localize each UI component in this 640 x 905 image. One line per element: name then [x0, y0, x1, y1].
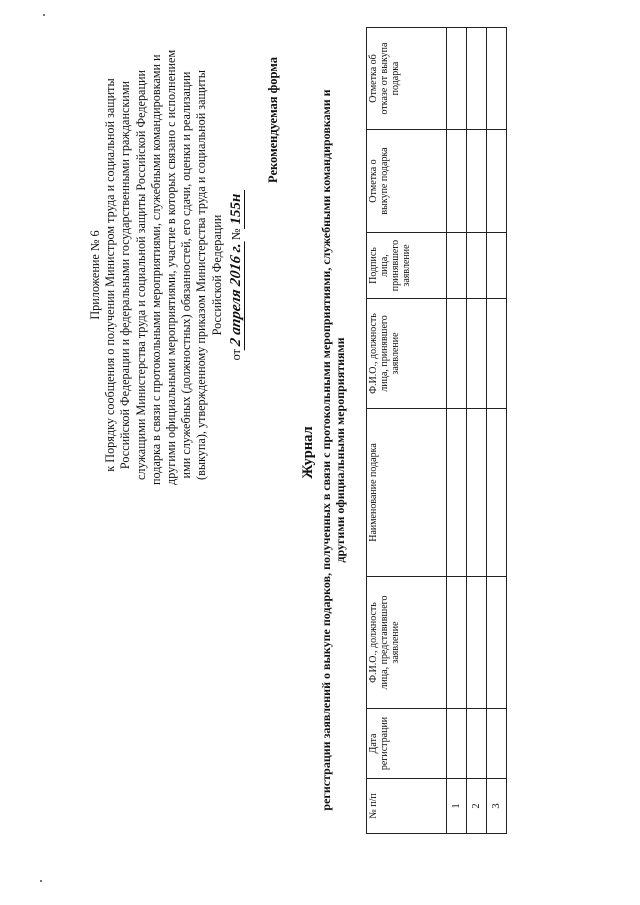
- header-cell-receiver: Ф.И.О., должность лица, принявшего заявление: [367, 299, 447, 409]
- table-cell: [447, 409, 467, 577]
- journal-title: Журнал: [300, 426, 316, 479]
- scan-speck: [43, 14, 45, 16]
- table-cell: [487, 233, 507, 299]
- table-row: [467, 28, 487, 834]
- appendix-line-7: (выкупа), утвержденному приказом Министерства труда и социальной защиты: [194, 70, 209, 480]
- order-date-line: [229, 65, 245, 485]
- table-cell: [467, 299, 487, 409]
- table-cell: [487, 709, 507, 779]
- table-row: [487, 28, 507, 834]
- handwritten-number: 155н: [228, 190, 245, 229]
- appendix-line-6: ими служебных (должностных) обязанностей, его сдачи, оценки и реализации: [179, 71, 194, 479]
- table-cell: [447, 709, 467, 779]
- row-number-cell: 1: [447, 779, 467, 834]
- header-cell-refusal-mark: Отметка об отказе от выкупа подарка: [367, 28, 447, 130]
- table-row: [447, 28, 467, 834]
- table-cell: [487, 130, 507, 233]
- journal-subtitle: [320, 35, 348, 865]
- appendix-line-1: к Порядку сообщения о получении Министром труда и социальной защиты: [103, 78, 118, 472]
- header-cell-number: № п/п: [367, 779, 447, 834]
- appendix-line-8: Российской Федерации: [209, 214, 224, 336]
- appendix-line-3: служащими Министерства труда и социальной защиты Российской Федерации: [133, 69, 148, 481]
- row-number-cell: 3: [487, 779, 507, 834]
- appendix-line-2: Российской Федерации и федеральными государственными гражданскими: [118, 80, 133, 470]
- table-cell: [487, 28, 507, 130]
- table-cell: [467, 130, 487, 233]
- table-cell: [487, 299, 507, 409]
- table-cell: [467, 577, 487, 709]
- table-cell: [487, 577, 507, 709]
- table-cell: [447, 299, 467, 409]
- journal-subtitle-line-2: другими официальными мероприятиями: [332, 337, 347, 563]
- header-cell-gift-name: Наименование подарка: [367, 409, 447, 577]
- table-cell: [467, 233, 487, 299]
- handwritten-date: 2 апреля 2016 г.: [229, 239, 245, 351]
- recommended-form-label: Рекомендуемая форма: [266, 57, 280, 183]
- row-number-cell: 2: [467, 779, 487, 834]
- journal-subtitle-line-1: регистрации заявлений о выкупе подарков, полученных в связи с протокольными мероприятиями, служебными командировками и: [319, 89, 333, 811]
- appendix-line-5: другими официальными мероприятиями, участие в которых связано с исполнением: [164, 49, 179, 485]
- table-cell: [447, 28, 467, 130]
- appendix-line-4: подарка в связи с протокольными мероприятиями, служебными командировками и: [148, 54, 163, 485]
- table-cell: [467, 28, 487, 130]
- table-cell: [447, 233, 467, 299]
- header-cell-date: Дата регистрации: [367, 709, 447, 779]
- table-cell: [447, 130, 467, 233]
- table-header-row: [367, 28, 447, 834]
- appendix-number: Приложение № 6: [88, 230, 102, 320]
- appendix-heading: [88, 49, 245, 485]
- header-cell-submitter: Ф.И.О., должность лица, представившего заявление: [367, 577, 447, 709]
- journal-table: [366, 27, 507, 834]
- number-prefix: №: [228, 228, 243, 241]
- table-cell: [467, 409, 487, 577]
- date-prefix: от: [228, 349, 243, 361]
- header-cell-signature: Подпись лица, принявшего заявление: [367, 233, 447, 299]
- scan-speck: [40, 880, 42, 882]
- table-cell: [467, 709, 487, 779]
- table-cell: [487, 409, 507, 577]
- header-cell-buyout-mark: Отметка о выкупе подарка: [367, 130, 447, 233]
- table-cell: [447, 577, 467, 709]
